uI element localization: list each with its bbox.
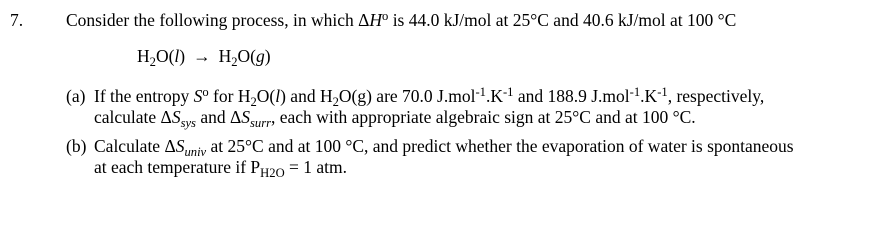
part-b-line-1: Calculate $\Delta S_{univ}$ at 25°C and at 100 °C, and predict whether the evaporation of water is spontaneous (94, 136, 794, 159)
reaction-equation: $H_2O(l) \to H_2O(g)$ (137, 46, 271, 69)
part-a-line-2: calculate $\Delta S_{sys}$ and $\Delta S_{surr}$, each with appropriate algebraic sign at 25°C and at 100 °C. (94, 107, 696, 130)
part-b-label: (b) (66, 136, 87, 156)
question-stem: Consider the following process, in which $\Delta H^o$ is 44.0 kJ/mol at 25°C and 40.6 kJ/mol at 100 °C (66, 9, 737, 30)
question-number: 7. (10, 10, 24, 30)
part-a-line-1: If the entropy $S^o$ for $H_2O(l)$ and $H_2O(g)$ are 70.0 $J.mol^{-1}.K^{-1}$ and 188.9 $J.mol^{-1}.K^{-1}$, respectively, (94, 85, 765, 109)
part-b-line-2: at each temperature if $P_{H2O} = 1$ atm. (94, 157, 348, 180)
part-a-label: (a) (66, 86, 86, 106)
enthalpy-symbol: H (369, 10, 383, 30)
reaction-arrow-icon: → (193, 46, 211, 66)
